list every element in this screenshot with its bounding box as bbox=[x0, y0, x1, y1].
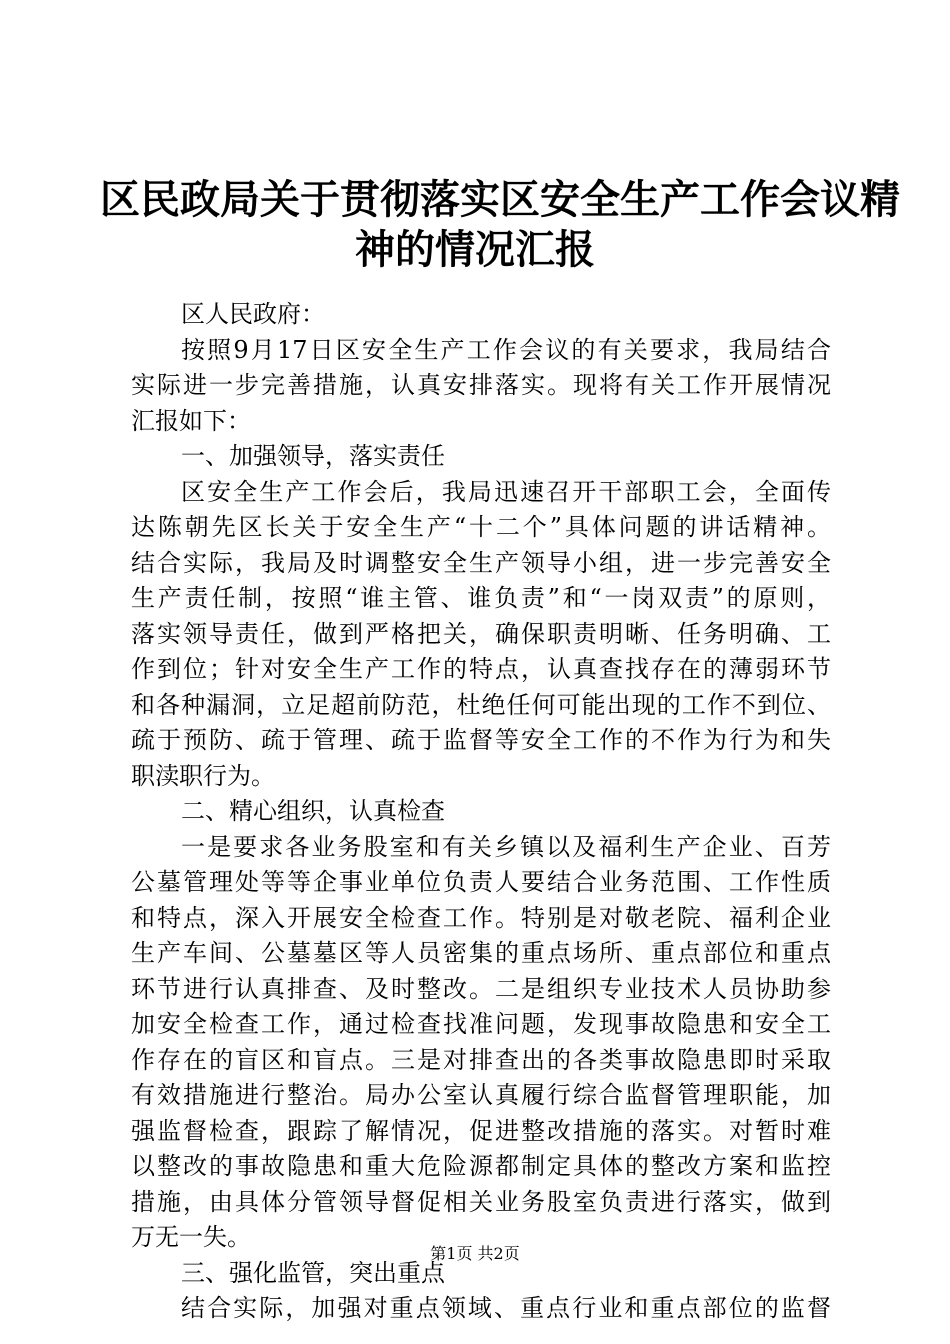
section-heading-1: 一、加强领导，落实责任 bbox=[181, 442, 445, 470]
section-heading-3: 三、强化监管，突出重点 bbox=[181, 1258, 445, 1287]
section-heading-2: 二、精心组织，认真检查 bbox=[181, 797, 445, 825]
paragraph-line: 按照9月17日区安全生产工作会议的有关要求，我局结合 bbox=[181, 335, 831, 364]
paragraph-line: 和各种漏洞，立足超前防范，杜绝任何可能出现的工作不到位、 bbox=[131, 690, 831, 719]
paragraph-line: 达陈朝先区长关于安全生产“十二个”具体问题的讲话精神。 bbox=[131, 513, 831, 541]
paragraph-line: 落实领导责任，做到严格把关，确保职责明晰、任务明确、工 bbox=[131, 619, 831, 648]
paragraph-line: 一是要求各业务股室和有关乡镇以及福利生产企业、百芳 bbox=[181, 832, 831, 861]
document-title-line-1: 区民政局关于贯彻落实区安全生产工作会议精 bbox=[100, 176, 900, 223]
paragraph-line: 疏于预防、疏于管理、疏于监督等安全工作的不作为行为和失 bbox=[131, 726, 831, 754]
paragraph-line: 万无一失。 bbox=[131, 1223, 251, 1251]
paragraph-line: 职渎职行为。 bbox=[131, 761, 275, 790]
paragraph-line: 环节进行认真排查、及时整改。二是组织专业技术人员协助参 bbox=[131, 974, 831, 1003]
page-footer: 第1页 共2页 bbox=[430, 1244, 520, 1263]
paragraph-line: 作到位；针对安全生产工作的特点，认真查找存在的薄弱环节 bbox=[131, 655, 831, 683]
paragraph-line: 区安全生产工作会后，我局迅速召开干部职工会，全面传 bbox=[181, 477, 831, 506]
salutation: 区人民政府： bbox=[181, 300, 325, 328]
paragraph-line: 实际进一步完善措施，认真安排落实。现将有关工作开展情况 bbox=[131, 371, 831, 399]
paragraph-line: 措施，由具体分管领导督促相关业务股室负责进行落实，做到 bbox=[131, 1187, 831, 1216]
paragraph-line: 生产车间、公墓墓区等人员密集的重点场所、重点部位和重点 bbox=[131, 939, 831, 967]
document-body bbox=[131, 297, 831, 1327]
paragraph-line: 加安全检查工作，通过检查找准问题，发现事故隐患和安全工 bbox=[131, 1010, 831, 1038]
paragraph-line: 和特点，深入开展安全检查工作。特别是对敬老院、福利企业 bbox=[131, 903, 831, 932]
paragraph-line: 结合实际，我局及时调整安全生产领导小组，进一步完善安全 bbox=[131, 548, 831, 577]
paragraph-line: 强监督检查，跟踪了解情况，促进整改措施的落实。对暂时难 bbox=[131, 1116, 831, 1145]
paragraph-line: 作存在的盲区和盲点。三是对排查出的各类事故隐患即时采取 bbox=[131, 1045, 831, 1074]
paragraph-line: 有效措施进行整治。局办公室认真履行综合监督管理职能，加 bbox=[131, 1081, 831, 1109]
paragraph-line: 生产责任制，按照“谁主管、谁负责”和“一岗双责”的原则， bbox=[131, 584, 831, 612]
paragraph-line: 以整改的事故隐患和重大危险源都制定具体的整改方案和监控 bbox=[131, 1152, 831, 1180]
document-title-line-2: 神的情况汇报 bbox=[355, 226, 595, 273]
paragraph-line: 公墓管理处等等企事业单位负责人要结合业务范围、工作性质 bbox=[131, 868, 831, 896]
paragraph-line: 结合实际，加强对重点领域、重点行业和重点部位的监督 bbox=[181, 1294, 831, 1322]
paragraph-line: 汇报如下： bbox=[131, 406, 251, 435]
